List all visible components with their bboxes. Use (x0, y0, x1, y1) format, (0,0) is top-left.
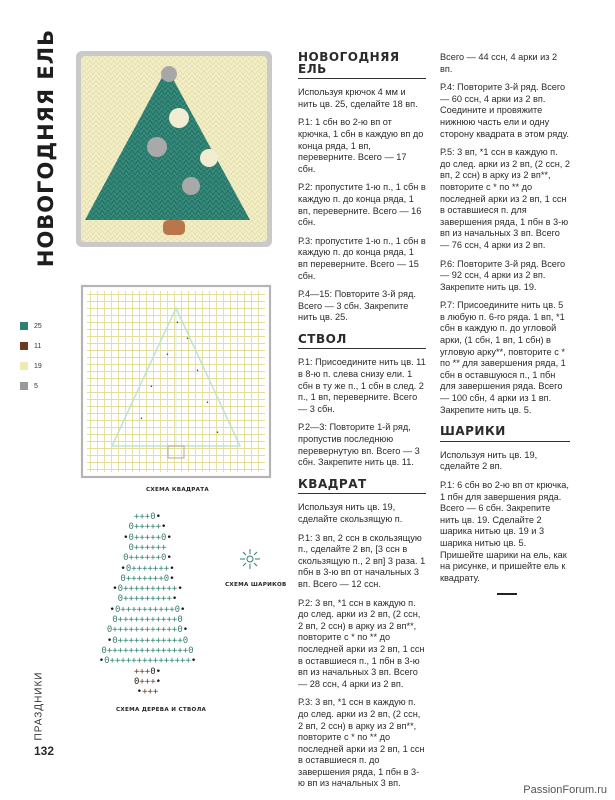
tree-chart-row: +++0• (133, 512, 162, 522)
tree-chart-row: •0+++++++++++++++• (98, 656, 197, 667)
tree-chart-row: 0+++• (133, 676, 162, 687)
ornament-ball (200, 149, 218, 167)
heading-tree: НОВОГОДНЯЯ ЕЛЬ (298, 52, 426, 79)
paragraph: Р.3: 3 вп, *1 ссн в каждую п. до след. арки из 2 вп, (2 ссн, 2 вп, 2 ссн) в арку из 2 вп**, повторите с * по ** до последней арки из 2 вп, 1 ссн в оставшиеся п. до завершения ряда, 1 пбн в 3-ю вп из начальных 3 вп. (298, 697, 425, 789)
svg-text:•: • (196, 368, 199, 374)
tree-chart-row: +++0• (133, 666, 162, 677)
svg-text:•: • (186, 336, 189, 342)
legend-swatch (20, 362, 28, 370)
legend-item (20, 356, 46, 376)
ornament-ball (161, 66, 177, 82)
tree-chart-row: •0++++++++++0• (109, 604, 186, 615)
text-column-1 (298, 52, 426, 797)
tree-chart-row: 0+++++++0• (120, 573, 175, 584)
caption-square-chart: СХЕМА КВАДРАТА (146, 487, 210, 493)
paragraph: Р.2: 3 вп, *1 ссн в каждую п. до след. арки из 2 вп, (2 ссн, 2 вп, 2 ссн) в арку из 2 вп**, повторите с * по ** до последней арки из 2 вп, 1 ссн в оставшиеся п., 1 пбн в 3-ю вп из начальных 3 вп. Всего — 28 ссн, 4 арки из 2 вп. (298, 597, 425, 689)
tree-chart (60, 512, 235, 702)
legend-number: 19 (34, 362, 42, 370)
svg-text:•: • (206, 400, 209, 406)
vertical-title-text: НОВОГОДНЯЯ ЕЛЬ (34, 28, 58, 268)
paragraph: Р.2—3: Повторите 1-й ряд, пропустив последнюю перевернутую вп. Всего — 3 сбн. Закрепите нить цв. 11. (298, 422, 420, 468)
svg-text:•: • (150, 384, 153, 390)
trunk-shape (163, 220, 185, 235)
paragraph: Р.6: Повторите 3-й ряд. Всего — 92 ссн, 4 арки из 2 вп. Закрепите нить цв. 19. (440, 258, 566, 292)
paragraph: Р.5: 3 вп, *1 ссн в каждую п. до след. арки из 2 вп, (2 ссн, 2 вп, 2 ссн) в арку из 2 вп**, повторите с * по ** до последней арки из 2 вп, 1 ссн в оставшиеся п. для завершения ряда, 1 пбн в 3-ю вп из начальных 3 вп. Всего — 76 ссн, 4 арки из 2 вп. (440, 147, 570, 250)
caption-balls-chart: СХЕМА ШАРИКОВ (225, 582, 287, 588)
legend-number: 11 (34, 342, 42, 350)
end-separator (497, 593, 517, 595)
tree-chart-row: 0++++++ (128, 542, 167, 553)
legend-swatch (20, 342, 28, 350)
svg-text:•: • (216, 430, 219, 436)
heading-square: КВАДРАТ (298, 479, 426, 495)
tree-chart-row: •0++++++++++• (112, 584, 183, 595)
tree-chart-row: 0++++++++++++0• (106, 625, 189, 636)
legend-item (20, 376, 46, 396)
paragraph: Всего — 44 ссн, 4 арки из 2 вп. (440, 52, 558, 74)
svg-text:•: • (166, 352, 169, 358)
tree-chart-row: •0+++++0• (123, 532, 172, 543)
paragraph: Р.1: 1 сбн во 2-ю вп от крючка, 1 сбн в каждую вп до конца ряда, 1 вп, переверните. Всего — 17 сбн. (298, 117, 424, 174)
ornament-ball (169, 108, 189, 128)
paragraph: Р.1: Присоедините нить цв. 11 в 8-ю п. слева снизу ели. 1 сбн в ту же п., 1 сбн в след. 2 п., 1 вп, переверните. Всего — 3 сбн. (298, 357, 426, 414)
legend-swatch (20, 322, 28, 330)
tree-chart-row: 0+++++++++++0 (112, 615, 183, 625)
paragraph: Р.4: Повторите 3-й ряд. Всего — 60 ссн, 4 арки из 2 вп. Соедините и провяжите нижнюю часть ели и одну сторону квадрата в этом ряду. (440, 82, 569, 139)
paragraph: Используя нить цв. 19, сделайте 2 вп. (440, 449, 538, 472)
legend-number: 5 (34, 382, 38, 390)
paragraph: Используя крючок 4 мм и нить цв. 25, сделайте 18 вп. (298, 87, 418, 109)
square-chart (80, 284, 272, 479)
balls-chart (238, 548, 262, 570)
ornament-ball (182, 177, 200, 195)
text-column-2 (440, 52, 570, 591)
paragraph: Р.2: пропустите 1-ю п., 1 сбн в каждую п. до конца ряда, 1 вп, переверните. Всего — 16 сбн. (298, 182, 426, 228)
vertical-title (30, 28, 62, 268)
tree-chart-row: 0+++++++++• (117, 594, 178, 605)
caption-tree-chart: СХЕМА ДЕРЕВА И СТВОЛА (116, 707, 207, 713)
svg-text:•: • (176, 320, 179, 326)
tree-chart-row: 0++++++0• (123, 553, 172, 564)
legend-item (20, 336, 46, 356)
tree-chart-row: •0+++++++• (120, 563, 175, 574)
paragraph: Р.7: Присоедините нить цв. 5 в любую п. 6-го ряда. 1 вп, *1 сбн в каждую п. до угловой арки, (1 сбн, 1 вп, 1 сбн) в угловую арку**, повторите с * по ** для завершения ряда, 1 сбн в оставшуюся п., 1 пбн для завершения ряда. Всего — 100 сбн, 4 арки из 1 вп. Закрепите нить цв. 5. (440, 300, 566, 415)
page-number: 132 (34, 744, 55, 758)
heading-trunk: СТВОЛ (298, 334, 426, 350)
watermark: PassionForum.ru (523, 784, 607, 796)
crochet-square-photo (75, 50, 273, 248)
section-label (32, 671, 46, 741)
paragraph: Р.1: 3 вп, 2 ссн в скользящую п., сделайте 2 вп, [3 ссн в скользящую п., 2 вп] 3 раза. 1 пбн в 3-ю вп от начальных 3 вп. Всего — 12 ссн. (298, 532, 426, 589)
tree-chart-row: •+++ (136, 687, 159, 698)
legend-number: 25 (34, 322, 42, 330)
tree-chart-row: 0+++++• (128, 522, 167, 533)
heading-balls: ШАРИКИ (440, 426, 570, 442)
tree-chart-row: 0+++++++++++++++0 (101, 645, 194, 656)
ornament-ball (147, 137, 167, 157)
svg-text:•: • (140, 416, 143, 422)
tree-chart-row: •0++++++++++++0 (106, 635, 189, 646)
section-label-text: ПРАЗДНИКИ (33, 671, 45, 741)
paragraph: Р.3: пропустите 1-ю п., 1 сбн в каждую п. до конца ряда, 1 вп переверните. Всего — 15 сбн. (298, 235, 426, 281)
legend-swatch (20, 382, 28, 390)
color-legend (20, 316, 46, 396)
paragraph: Р.1: 6 сбн во 2-ю вп от крючка, 1 пбн для завершения ряда. Всего — 6 сбн. Закрепите нить цв. 19. Сделайте 2 шарика нитью цв. 19 и 3 шарика нитью цв. 5. Пришейте шарики на ель, как на рисунке, и пришейте ель к квадрату. (440, 480, 569, 583)
paragraph: Р.4—15: Повторите 3-й ряд. Всего — 3 сбн. Закрепите нить цв. 25. (298, 289, 416, 323)
legend-item (20, 316, 46, 336)
paragraph: Используя нить цв. 19, сделайте скользящую п. (298, 502, 403, 524)
